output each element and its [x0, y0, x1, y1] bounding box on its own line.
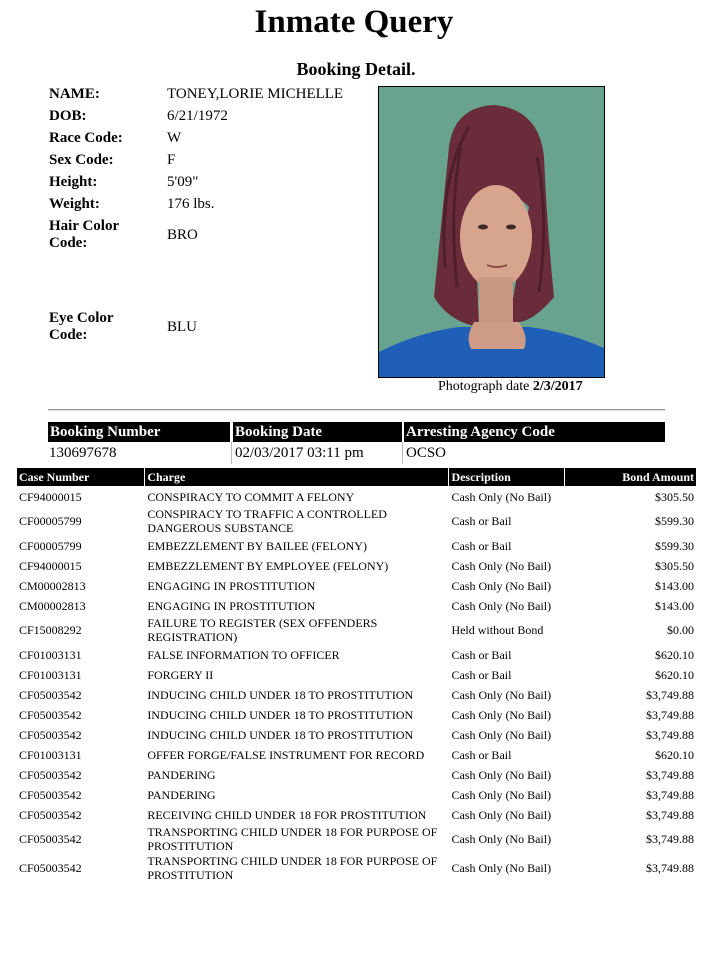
height-value: 5'09": [167, 174, 199, 190]
case-number-cell: CF01003131: [19, 647, 82, 662]
charge-cell: INDUCING CHILD UNDER 18 TO PROSTITUTION: [147, 707, 414, 722]
description-cell: Cash Only (No Bail): [451, 807, 552, 822]
charge-header: Charge: [145, 468, 448, 486]
description-cell: Cash Only (No Bail): [451, 578, 552, 593]
charge-cell: EMBEZZLEMENT BY BAILEE (FELONY): [147, 538, 367, 553]
description-cell: Cash or Bail: [451, 538, 512, 553]
case-number-cell: CF15008292: [19, 623, 82, 637]
table-row: [17, 705, 696, 724]
charges-table: [16, 467, 697, 883]
case-number-cell: CF05003542: [19, 707, 82, 722]
sex-value: F: [167, 152, 176, 168]
mugshot-photo: [378, 86, 605, 378]
name-label: NAME:: [49, 86, 100, 102]
table-row: [17, 785, 696, 804]
case-number-cell: CF94000015: [19, 489, 82, 504]
description-cell: Cash Only (No Bail): [451, 861, 552, 875]
table-row: [17, 725, 696, 744]
charge-cell: OFFER FORGE/FALSE INSTRUMENT FOR RECORD: [147, 747, 425, 762]
description-cell: Cash Only (No Bail): [451, 832, 552, 846]
charge-cell: INDUCING CHILD UNDER 18 TO PROSTITUTION: [147, 727, 414, 742]
description-cell: Cash Only (No Bail): [451, 687, 552, 702]
photo-caption-label: Photograph date: [438, 379, 530, 394]
booking-separator: [402, 442, 403, 464]
table-row: [17, 825, 696, 853]
bond-amount-cell: $3,749.88: [646, 832, 694, 846]
charge-cell: TRANSPORTING CHILD UNDER 18 FOR PURPOSE OF PROSTITUTION: [147, 854, 438, 882]
booking-separator: [231, 442, 232, 464]
hair-value: BRO: [167, 227, 198, 243]
case-number-cell: CM00002813: [19, 598, 86, 613]
hair-label: Hair Color Code:: [49, 218, 119, 251]
race-value: W: [167, 130, 182, 146]
table-row: [17, 487, 696, 506]
description-cell: Cash Only (No Bail): [451, 707, 552, 722]
description-cell: Cash or Bail: [451, 747, 512, 762]
arresting-agency-header: Arresting Agency Code: [404, 422, 665, 442]
description-header: Description: [449, 468, 563, 486]
table-row: [17, 645, 696, 664]
bond-amount-cell: $620.10: [655, 647, 694, 662]
bond-amount-cell: $143.00: [655, 598, 694, 613]
charge-cell: RECEIVING CHILD UNDER 18 FOR PROSTITUTION: [147, 807, 427, 822]
arresting-agency-value: OCSO: [406, 445, 447, 461]
case-number-cell: CF05003542: [19, 767, 82, 782]
charge-cell: CONSPIRACY TO COMMIT A FELONY: [147, 489, 355, 504]
bond-amount-cell: $620.10: [655, 667, 694, 682]
case-number-cell: CF05003542: [19, 832, 82, 846]
name-value: TONEY,LORIE MICHELLE: [167, 86, 344, 102]
dob-label: DOB:: [49, 108, 87, 124]
charge-cell: EMBEZZLEMENT BY EMPLOYEE (FELONY): [147, 558, 389, 573]
charge-cell: FORGERY II: [147, 667, 214, 682]
page-subtitle: Booking Detail.: [296, 59, 416, 79]
case-number-cell: CF01003131: [19, 747, 82, 762]
table-row: [17, 576, 696, 595]
charge-cell: FAILURE TO REGISTER (SEX OFFENDERS REGISTRATION): [147, 616, 378, 644]
table-row: [17, 556, 696, 575]
description-cell: Cash Only (No Bail): [451, 767, 552, 782]
description-cell: Cash Only (No Bail): [451, 727, 552, 742]
table-row: [17, 685, 696, 704]
table-row: [17, 536, 696, 555]
table-row: [17, 616, 696, 644]
weight-value: 176 lbs.: [167, 196, 215, 212]
bond-amount-header: Bond Amount: [565, 468, 696, 486]
table-row: [17, 765, 696, 784]
case-number-cell: CF00005799: [19, 538, 82, 553]
description-cell: Cash Only (No Bail): [451, 787, 552, 802]
case-number-cell: CF01003131: [19, 667, 82, 682]
page-title: Inmate Query: [254, 4, 454, 40]
bond-amount-cell: $599.30: [655, 538, 694, 553]
table-row: [17, 854, 696, 882]
charge-cell: CONSPIRACY TO TRAFFIC A CONTROLLED DANGEROUS SUBSTANCE: [147, 507, 387, 535]
case-number-cell: CF05003542: [19, 787, 82, 802]
charge-cell: INDUCING CHILD UNDER 18 TO PROSTITUTION: [147, 687, 414, 702]
description-cell: Cash or Bail: [451, 514, 512, 528]
description-cell: Held without Bond: [451, 623, 544, 637]
table-row: [17, 745, 696, 764]
booking-date-value: 02/03/2017 03:11 pm: [235, 445, 364, 461]
table-row: [17, 596, 696, 615]
dob-value: 6/21/1972: [167, 108, 228, 124]
bond-amount-cell: $143.00: [655, 578, 694, 593]
table-row: [17, 665, 696, 684]
charge-cell: PANDERING: [147, 787, 216, 802]
eye-label: Eye Color Code:: [49, 310, 114, 343]
description-cell: Cash or Bail: [451, 667, 512, 682]
case-number-cell: CF94000015: [19, 558, 82, 573]
bond-amount-cell: $305.50: [655, 489, 694, 504]
sex-label: Sex Code:: [49, 152, 114, 168]
height-label: Height:: [49, 174, 98, 190]
description-cell: Cash or Bail: [451, 647, 512, 662]
charge-cell: TRANSPORTING CHILD UNDER 18 FOR PURPOSE OF PROSTITUTION: [147, 825, 438, 853]
weight-label: Weight:: [49, 196, 100, 212]
bond-amount-cell: $3,749.88: [646, 727, 694, 742]
case-number-cell: CF05003542: [19, 727, 82, 742]
case-number-header: Case Number: [17, 468, 144, 486]
description-cell: Cash Only (No Bail): [451, 598, 552, 613]
charge-cell: ENGAGING IN PROSTITUTION: [147, 578, 316, 593]
case-number-cell: CF05003542: [19, 687, 82, 702]
description-cell: Cash Only (No Bail): [451, 558, 552, 573]
bond-amount-cell: $599.30: [655, 514, 694, 528]
booking-date-header: Booking Date: [233, 422, 402, 442]
description-cell: Cash Only (No Bail): [451, 489, 552, 504]
bond-amount-cell: $3,749.88: [646, 707, 694, 722]
case-number-cell: CM00002813: [19, 578, 86, 593]
divider: [48, 409, 665, 411]
bond-amount-cell: $0.00: [667, 623, 694, 637]
booking-number-header: Booking Number: [48, 422, 230, 442]
charges-header-row: [17, 468, 696, 486]
bond-amount-cell: $3,749.88: [646, 861, 694, 875]
booking-number-value: 130697678: [49, 445, 117, 461]
case-number-cell: CF05003542: [19, 861, 82, 875]
case-number-cell: CF05003542: [19, 807, 82, 822]
mugshot-image: [379, 87, 605, 378]
bond-amount-cell: $3,749.88: [646, 687, 694, 702]
charge-cell: ENGAGING IN PROSTITUTION: [147, 598, 316, 613]
photo-caption: [438, 379, 583, 395]
charge-cell: FALSE INFORMATION TO OFFICER: [147, 647, 340, 662]
table-row: [17, 507, 696, 535]
bond-amount-cell: $3,749.88: [646, 767, 694, 782]
bond-amount-cell: $305.50: [655, 558, 694, 573]
bond-amount-cell: $3,749.88: [646, 807, 694, 822]
table-row: [17, 805, 696, 824]
case-number-cell: CF00005799: [19, 514, 82, 528]
bond-amount-cell: $620.10: [655, 747, 694, 762]
charge-cell: PANDERING: [147, 767, 216, 782]
bond-amount-cell: $3,749.88: [646, 787, 694, 802]
eye-value: BLU: [167, 319, 197, 335]
race-label: Race Code:: [49, 130, 123, 146]
photo-date: 2/3/2017: [532, 379, 583, 394]
